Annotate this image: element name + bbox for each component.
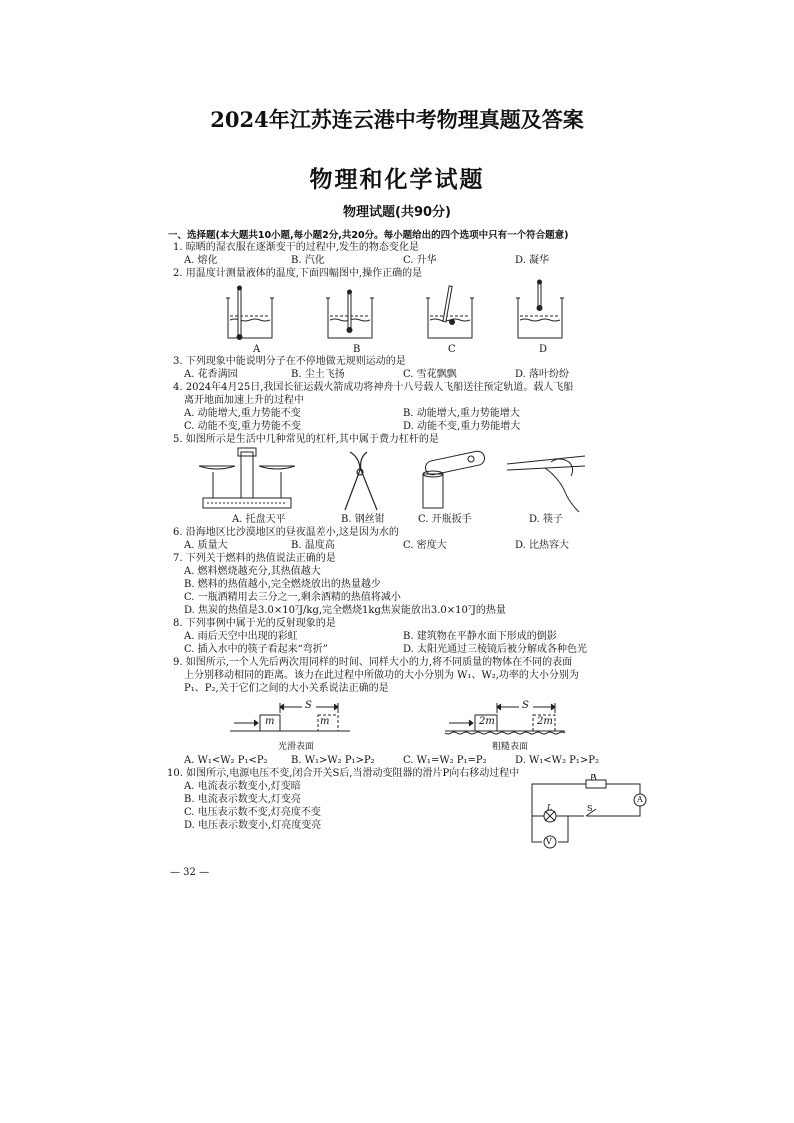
thermometer-beakers-figure xyxy=(200,280,580,345)
q7-option-b: B. 燃料的热值越小,完全燃烧放出的热量越少 xyxy=(184,579,381,590)
q5-option-a: A. 托盘天平 xyxy=(232,514,286,525)
q3-option-c: C. 雪花飘飘 xyxy=(403,369,457,380)
circuit-label-a: A xyxy=(637,795,643,804)
q2-label-d: D xyxy=(539,344,548,355)
beaker-d xyxy=(516,280,564,338)
q5-option-d: D. 筷子 xyxy=(529,514,564,525)
q10-option-c: C. 电压表示数不变,灯亮度不变 xyxy=(184,807,321,818)
smooth-surface-figure xyxy=(230,697,350,737)
q2-stem: 2. 用温度计测量液体的温度,下面四幅图中,操作正确的是 xyxy=(173,268,423,279)
fig2-caption: 粗糙表面 xyxy=(492,742,529,752)
fig1-distance-label: S xyxy=(305,700,312,711)
q9-stem-line3: P₁、P₂,关于它们之间的大小关系说法正确的是 xyxy=(184,683,389,694)
q9-option-a: A. W₁<W₂ P₁<P₂ xyxy=(184,755,268,766)
q8-option-b: B. 建筑物在平静水面下形成的倒影 xyxy=(403,631,557,642)
q1-option-b: B. 汽化 xyxy=(291,255,325,266)
fig1-ghost-mass-label: m xyxy=(320,716,330,727)
balance-icon xyxy=(199,448,295,508)
q7-stem: 7. 下列关于燃料的热值说法正确的是 xyxy=(173,553,336,564)
q8-option-a: A. 雨后天空中出现的彩虹 xyxy=(184,631,298,642)
fig1-caption: 光滑表面 xyxy=(278,742,315,752)
q3-stem: 3. 下列现象中能说明分子在不停地做无规则运动的是 xyxy=(173,356,406,367)
section-heading: 一、选择题(本大题共10小题,每小题2分,共20分。每小题给出的四个选项中只有一个符合题意) xyxy=(168,230,569,241)
q10-option-b: B. 电流表示数变大,灯变亮 xyxy=(184,794,301,805)
levers-figure xyxy=(195,446,595,514)
q5-option-c: C. 开瓶扳手 xyxy=(418,514,472,525)
q3-option-d: D. 落叶纷纷 xyxy=(515,369,570,380)
fig1-mass-label: m xyxy=(265,716,275,727)
q1-option-d: D. 凝华 xyxy=(515,255,550,266)
q4-stem-line1: 4. 2024年4月25日,我国长征运载火箭成功将神舟十八号载人飞船送往预定轨道。载人飞船 xyxy=(173,382,574,393)
q1-stem: 1. 晾晒的湿衣服在逐渐变干的过程中,发生的物态变化是 xyxy=(173,242,419,253)
q10-option-a: A. 电流表示数变小,灯变暗 xyxy=(184,781,301,792)
q6-option-d: D. 比热容大 xyxy=(515,540,570,551)
fig2-ghost-mass-label: 2m xyxy=(537,716,553,727)
q7-option-c: C. 一瓶酒精用去三分之一,剩余酒精的热值将减小 xyxy=(184,592,401,603)
q4-stem-line2: 离开地面加速上升的过程中 xyxy=(184,395,304,406)
q10-stem: 10. 如图所示,电源电压不变,闭合开关S后,当滑动变阻器的滑片P向右移动过程中 xyxy=(167,768,520,779)
q6-option-b: B. 温度高 xyxy=(291,540,335,551)
paper-subtitle: 物理试题(共90分) xyxy=(343,205,451,220)
q4-option-c: C. 动能不变,重力势能不变 xyxy=(184,421,301,432)
q6-option-c: C. 密度大 xyxy=(403,540,447,551)
q9-option-c: C. W₁=W₂ P₁=P₂ xyxy=(403,755,487,766)
q9-option-d: D. W₁<W₂ P₁>P₂ xyxy=(515,755,600,766)
q4-option-a: A. 动能增大,重力势能不变 xyxy=(184,408,301,419)
q3-option-b: B. 尘土飞扬 xyxy=(291,369,345,380)
page-number: — 32 — xyxy=(170,867,210,878)
q7-option-d: D. 焦炭的热值是3.0×10⁷J/kg,完全燃烧1kg焦炭能放出3.0×10⁷J的热量 xyxy=(184,605,506,616)
q9-stem-line2: 上分别移动相同的距离。该力在此过程中所做功的大小分别为 W₁、W₂,功率的大小分别为 xyxy=(184,670,579,681)
beaker-c xyxy=(426,286,474,338)
q3-option-a: A. 花香满园 xyxy=(184,369,238,380)
q1-option-c: C. 升华 xyxy=(403,255,437,266)
circuit-label-p: P xyxy=(590,773,596,782)
q2-label-c: C xyxy=(448,344,456,355)
pliers-icon xyxy=(345,452,377,510)
beaker-b xyxy=(326,290,374,338)
q2-label-a: A xyxy=(253,344,261,355)
q8-option-c: C. 插入水中的筷子看起来“弯折” xyxy=(184,644,328,655)
circuit-label-v: V xyxy=(546,837,552,846)
q6-option-a: A. 质量大 xyxy=(184,540,228,551)
q7-option-a: A. 燃料燃烧越充分,其热值越大 xyxy=(184,566,321,577)
q4-option-b: B. 动能增大,重力势能增大 xyxy=(403,408,520,419)
paper-title: 物理和化学试题 xyxy=(309,167,485,193)
q9-option-b: B. W₁>W₂ P₁>P₂ xyxy=(291,755,375,766)
q5-stem: 5. 如图所示是生活中几种常见的杠杆,其中属于费力杠杆的是 xyxy=(173,434,439,445)
circuit-label-s: S xyxy=(587,804,593,813)
q8-stem: 8. 下列事例中属于光的反射现象的是 xyxy=(173,618,336,629)
q6-stem: 6. 沿海地区比沙漠地区的昼夜温差小,这是因为水的 xyxy=(173,527,399,538)
fig2-mass-label: 2m xyxy=(479,716,495,727)
circuit-label-l: L xyxy=(547,803,553,812)
document-title: 2024年江苏连云港中考物理真题及答案 xyxy=(210,107,584,132)
q9-stem-line1: 9. 如图所示,一个人先后两次用同样的时间、同样大小的力,将不同质量的物体在不同的表面 xyxy=(173,657,573,668)
q1-option-a: A. 熔化 xyxy=(184,255,218,266)
beaker-a xyxy=(226,286,274,340)
q4-option-d: D. 动能不变,重力势能增大 xyxy=(403,421,521,432)
chopsticks-icon xyxy=(507,456,585,512)
q10-option-d: D. 电压表示数变小,灯亮度变亮 xyxy=(184,820,322,831)
bottle-opener-icon xyxy=(423,450,486,508)
q5-option-b: B. 钢丝钳 xyxy=(341,514,385,525)
q8-option-d: D. 太阳光通过三棱镜后被分解成各种色光 xyxy=(403,644,588,655)
fig2-distance-label: S xyxy=(522,700,529,711)
q2-label-b: B xyxy=(353,344,361,355)
